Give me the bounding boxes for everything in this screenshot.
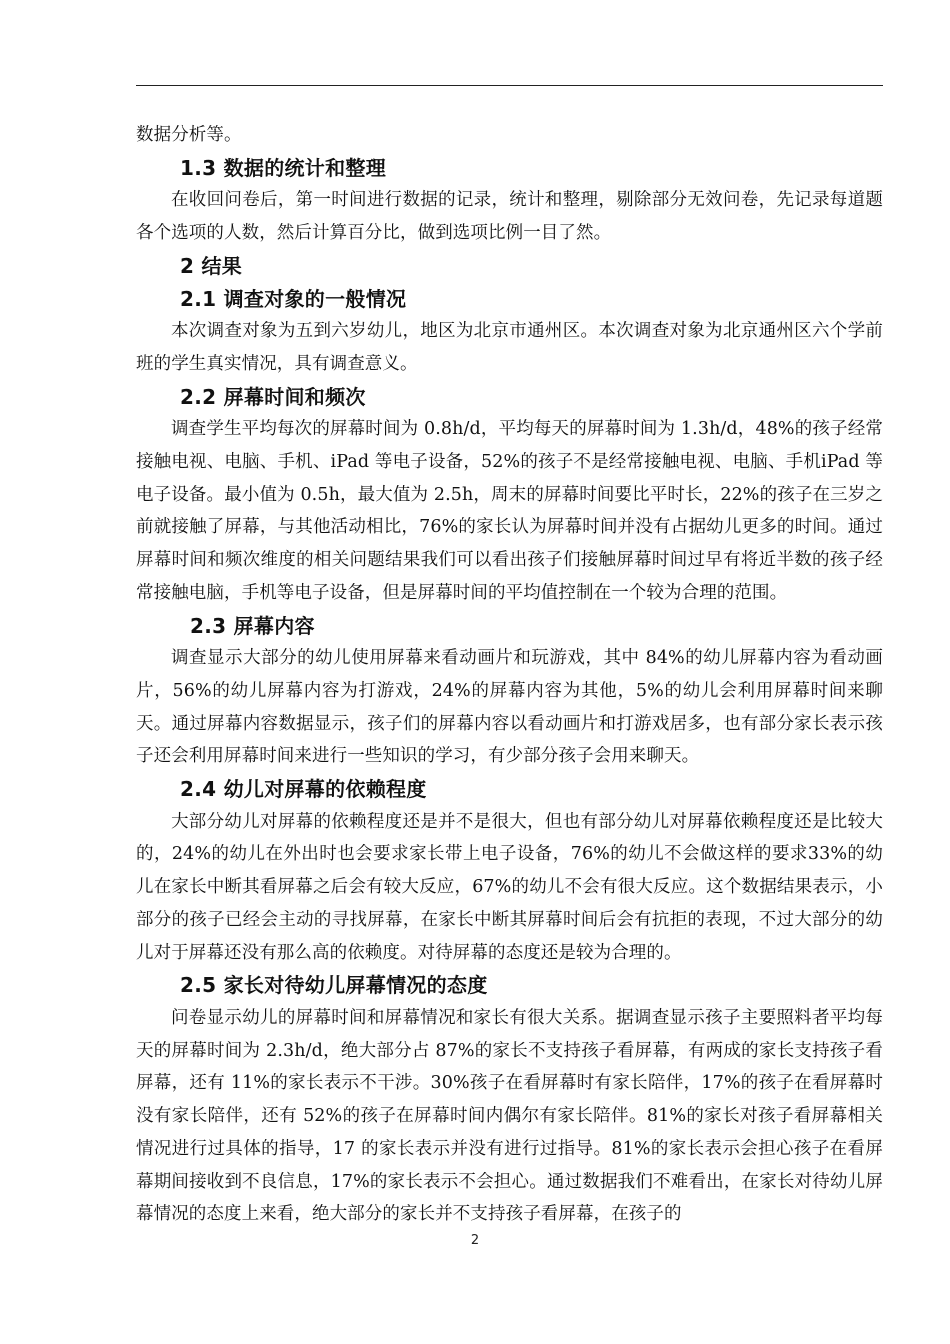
section-heading-2-5: 2.5 家长对待幼儿屏幕情况的态度 <box>180 973 488 998</box>
section-heading-2: 2 结果 <box>180 253 243 278</box>
section-heading-2-2: 2.2 屏幕时间和频次 <box>180 384 366 409</box>
paragraph-subjects: 本次调查对象为五到六岁幼儿，地区为北京市通州区。本次调查对象为北京通州区六个学前班的学生真实情况，具有调查意义。 <box>136 321 883 374</box>
paragraph-data-processing: 在收回问卷后，第一时间进行数据的记录，统计和整理，剔除部分无效问卷，先记录每道题各个选项的人数，然后计算百分比，做到选项比例一目了然。 <box>136 190 883 244</box>
paragraph-continuation: 数据分析等。 <box>136 125 242 145</box>
section-heading-1-3: 1.3 数据的统计和整理 <box>180 155 386 180</box>
paragraph-dependence: 大部分幼儿对屏幕的依赖程度还是并不是很大，但也有部分幼儿对屏幕依赖程度还是比较大的，24%的幼儿在外出时也会要求家长带上电子设备，76%的幼儿不会做这样的要求33%的幼儿在家长中断其看屏幕之后会有较大反应，67%的幼儿不会有很大反应。这个数据结果表示，小部分的孩子已经会主动的寻找屏幕，在家长中断其屏幕时间后会有抗拒的表现，不过大部分的幼儿对于屏幕还没有那么高的依赖度。对待屏幕的态度还是较为合理的。 <box>136 811 883 963</box>
section-heading-2-3: 2.3 屏幕内容 <box>190 613 315 638</box>
page-number: 2 <box>470 1233 480 1248</box>
section-heading-2-4: 2.4 幼儿对屏幕的依赖程度 <box>180 777 427 802</box>
section-heading-2-1: 2.1 调查对象的一般情况 <box>180 286 407 311</box>
paragraph-screen-time: 调查学生平均每次的屏幕时间为 0.8h/d，平均每天的屏幕时间为 1.3h/d，48%的孩子经常接触电视、电脑、手机、iPad 等电子设备，52%的孩子不是经常接触电视、电脑、手机iPad 等电子设备。最小值为 0.5h，最大值为 2.5h，周末的屏幕时间要比平时长，22%的孩子在三岁之前就接触了屏幕，与其他活动相比，76%的家长认为屏幕时间并没有占据幼儿更多的时间。通过屏幕时间和频次维度的相关问题结果我们可以看出孩子们接触屏幕时间过早有将近半数的孩子经常接触电脑，手机等电子设备，但是屏幕时间的平均值控制在一个较为合理的范围。 <box>136 419 883 603</box>
paragraph-screen-content: 调查显示大部分的幼儿使用屏幕来看动画片和玩游戏，其中 84%的幼儿屏幕内容为看动画片，56%的幼儿屏幕内容为打游戏，24%的屏幕内容为其他，5%的幼儿会利用屏幕时间来聊天。通过屏幕内容数据显示，孩子们的屏幕内容以看动画片和打游戏居多，也有部分家长表示孩子还会利用屏幕时间来进行一些知识的学习，有少部分孩子会用来聊天。 <box>136 648 883 767</box>
page-body <box>136 119 883 1231</box>
header-rule <box>136 85 883 86</box>
paragraph-parent-attitude: 问卷显示幼儿的屏幕时间和屏幕情况和家长有很大关系。据调查显示孩子主要照料者平均每天的屏幕时间为 2.3h/d，绝大部分占 87%的家长不支持孩子看屏幕，有两成的家长支持孩子看屏幕，还有 11%的家长表示不干涉。30%孩子在看屏幕时有家长陪伴，17%的孩子在看屏幕时没有家长陪伴，还有 52%的孩子在屏幕时间内偶尔有家长陪伴。81%的家长对孩子看屏幕相关情况进行过具体的指导，17 的家长表示并没有进行过指导。81%的家长表示会担心孩子在看屏幕期间接收到不良信息，17%的家长表示不会担心。通过数据我们不难看出，在家长对待幼儿屏幕情况的态度上来看，绝大部分的家长并不支持孩子看屏幕，在孩子的 <box>136 1007 883 1225</box>
